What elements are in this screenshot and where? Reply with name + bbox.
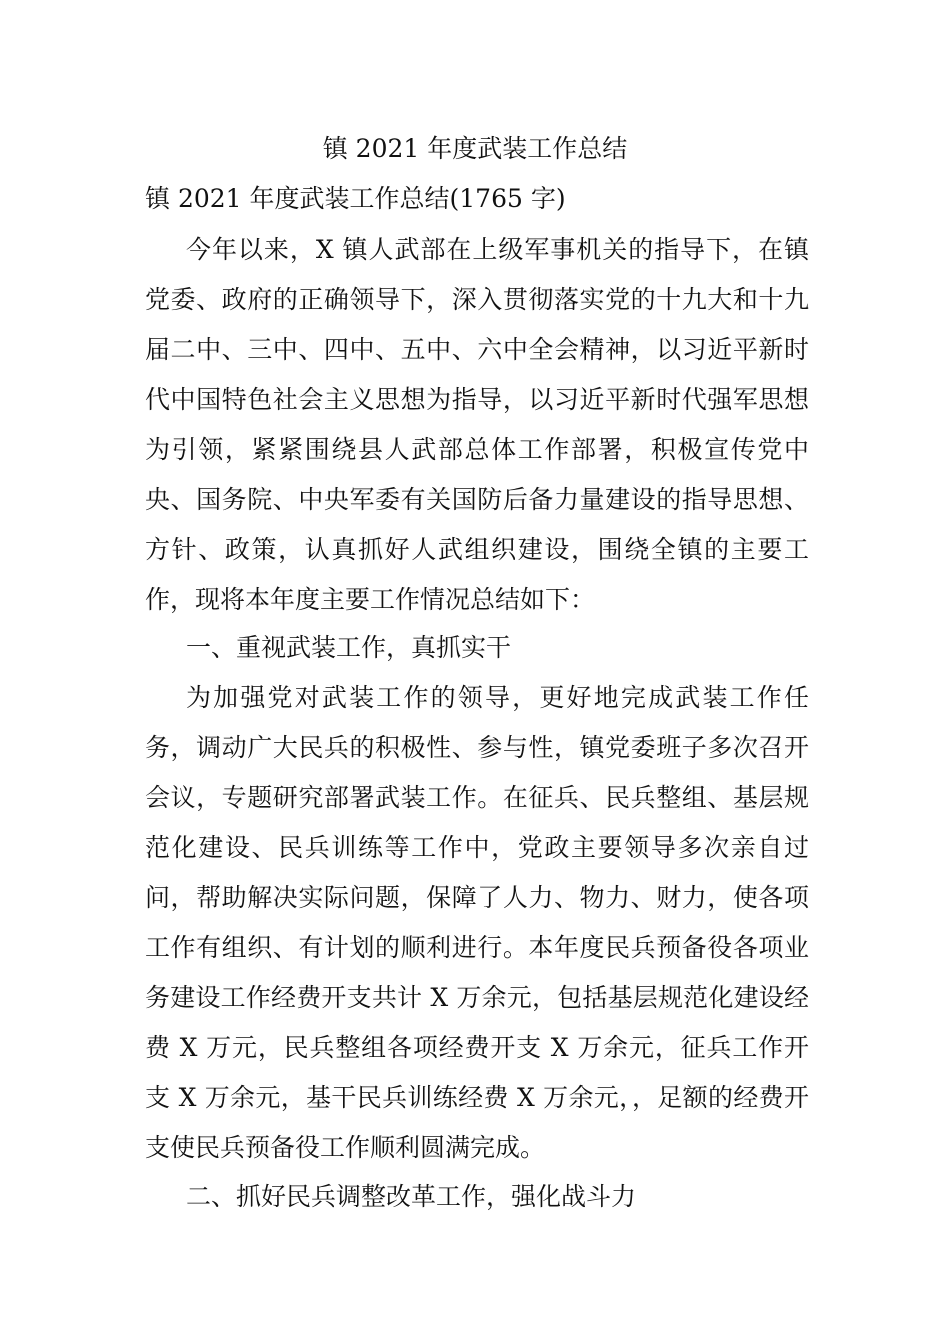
section-heading-2: 二、抓好民兵调整改革工作，强化战斗力: [186, 1182, 637, 1211]
section-1-paragraph: 为加强党对武装工作的领导，更好地完成武装工作任务，调动广大民兵的积极性、参与性，镇党委班子多次召开会议，专题研究部署武装工作。在征兵、民兵整组、基层规范化建设、民兵训练等工作中，党政主要领导多次亲自过问，帮助解决实际问题，保障了人力、物力、财力，使各项工作有组织、有计划的顺利进行。本年度民兵预备役各项业务建设工作经费开支共计 X 万余元，包括基层规范化建设经费 X 万元，民兵整组各项经费开支 X 万余元，征兵工作开支 X 万余元，基干民兵训练经费 X 万余元，，足额的经费开支使民兵预备役工作顺利圆满完成。: [145, 683, 809, 1162]
document-subtitle: 镇 2021 年度武装工作总结(1765 字): [145, 184, 566, 213]
document-title: 镇 2021 年度武装工作总结: [322, 134, 628, 163]
intro-paragraph: 今年以来，X 镇人武部在上级军事机关的指导下，在镇党委、政府的正确领导下，深入贯彻落实党的十九大和十九届二中、三中、四中、五中、六中全会精神，以习近平新时代中国特色社会主义思想为指导，以习近平新时代强军思想为引领，紧紧围绕县人武部总体工作部署，积极宣传党中央、国务院、中央军委有关国防后备力量建设的指导思想、方针、政策，认真抓好人武组织建设，围绕全镇的主要工作，现将本年度主要工作情况总结如下：: [145, 235, 809, 614]
section-heading-1: 一、重视武装工作，真抓实干: [186, 633, 512, 662]
